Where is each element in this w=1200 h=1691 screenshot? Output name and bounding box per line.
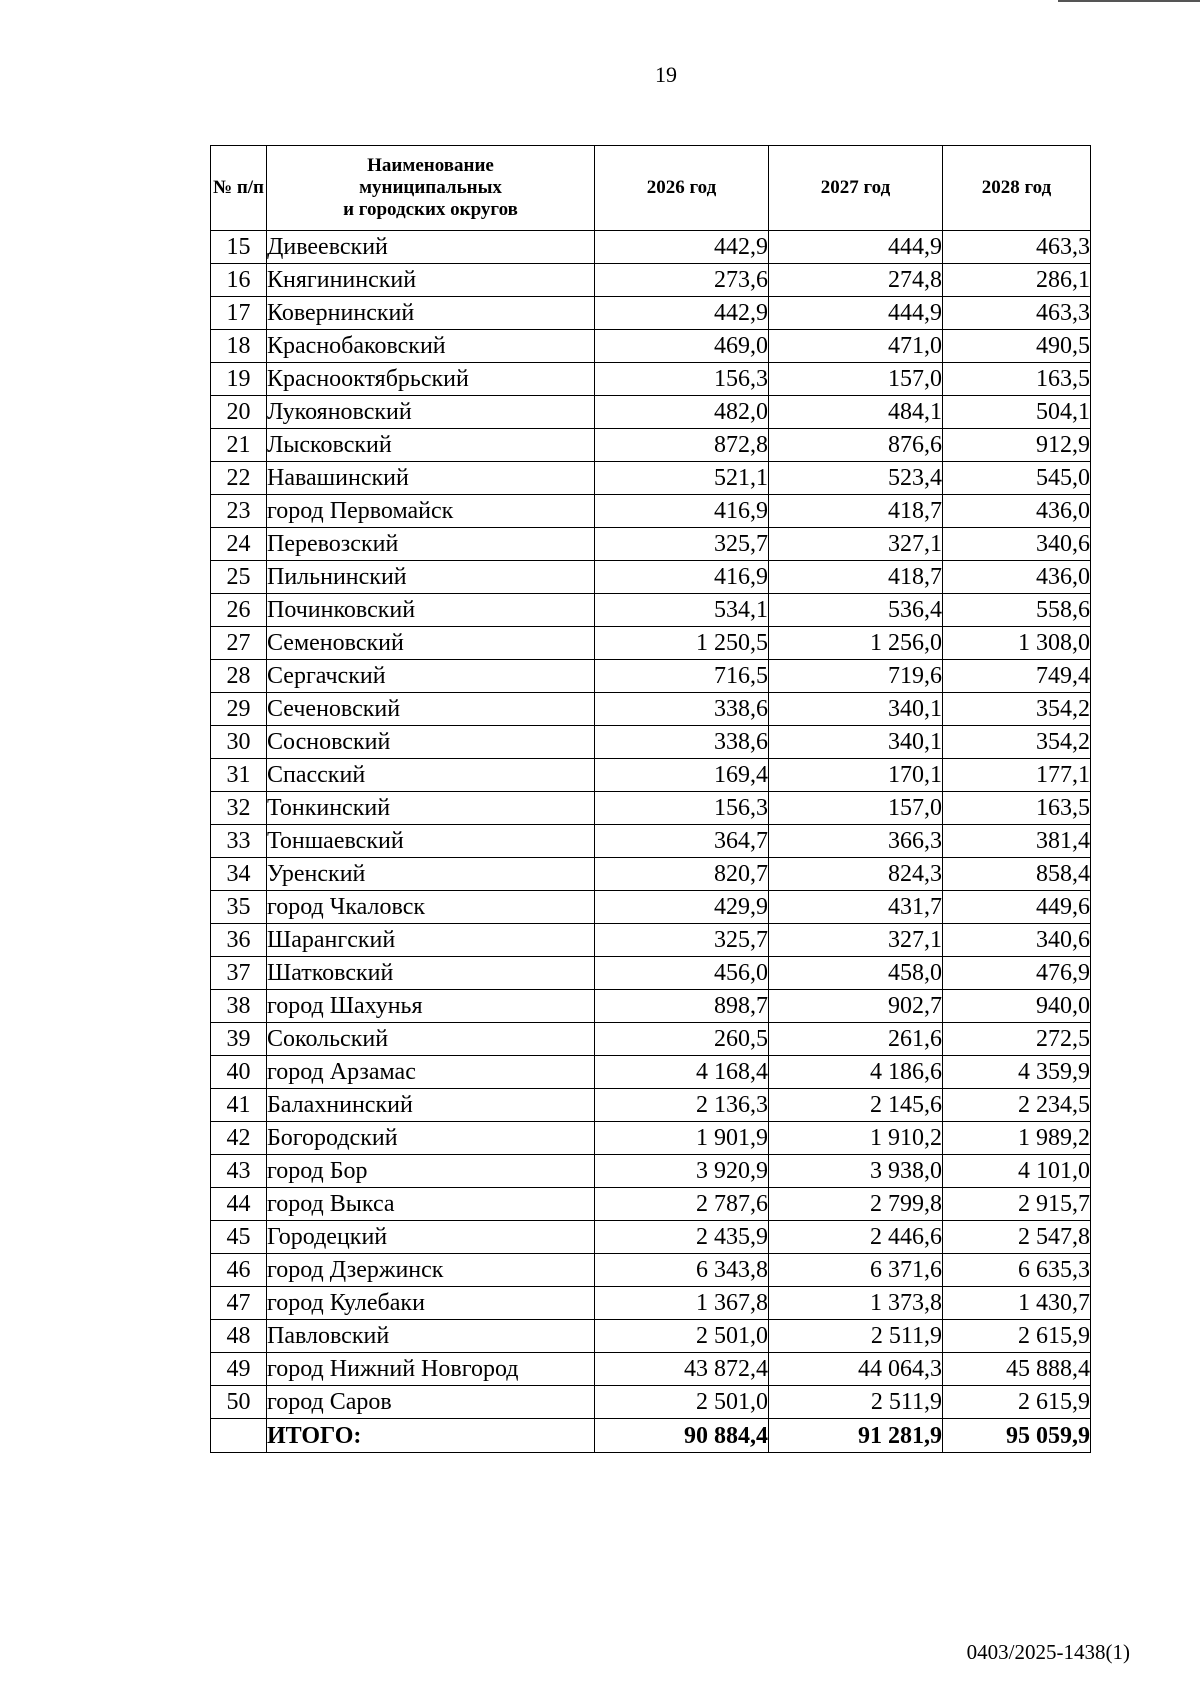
row-2027: 523,4 bbox=[769, 462, 943, 495]
row-2027: 418,7 bbox=[769, 495, 943, 528]
row-2027: 1 373,8 bbox=[769, 1287, 943, 1320]
table-row bbox=[211, 1386, 1091, 1419]
row-number: 23 bbox=[211, 495, 267, 528]
row-2028: 6 635,3 bbox=[943, 1254, 1091, 1287]
row-number: 33 bbox=[211, 825, 267, 858]
row-2026: 416,9 bbox=[595, 495, 769, 528]
page-number: 19 bbox=[655, 62, 677, 87]
row-2026: 338,6 bbox=[595, 693, 769, 726]
row-name: Павловский bbox=[267, 1320, 595, 1353]
row-2028: 2 547,8 bbox=[943, 1221, 1091, 1254]
row-name: Лысковский bbox=[267, 429, 595, 462]
row-2028: 177,1 bbox=[943, 759, 1091, 792]
row-number: 21 bbox=[211, 429, 267, 462]
row-name: Сергачский bbox=[267, 660, 595, 693]
total-row bbox=[211, 1419, 1091, 1453]
row-2028: 340,6 bbox=[943, 924, 1091, 957]
row-number: 40 bbox=[211, 1056, 267, 1089]
row-2027: 902,7 bbox=[769, 990, 943, 1023]
row-2028: 272,5 bbox=[943, 1023, 1091, 1056]
row-number: 27 bbox=[211, 627, 267, 660]
row-name: Перевозский bbox=[267, 528, 595, 561]
row-2027: 418,7 bbox=[769, 561, 943, 594]
row-2027: 366,3 bbox=[769, 825, 943, 858]
table-row bbox=[211, 1122, 1091, 1155]
row-2027: 327,1 bbox=[769, 528, 943, 561]
row-name: Балахнинский bbox=[267, 1089, 595, 1122]
row-number: 26 bbox=[211, 594, 267, 627]
row-2028: 436,0 bbox=[943, 495, 1091, 528]
row-2028: 2 615,9 bbox=[943, 1320, 1091, 1353]
table-row bbox=[211, 1023, 1091, 1056]
row-number: 49 bbox=[211, 1353, 267, 1386]
row-2027: 3 938,0 bbox=[769, 1155, 943, 1188]
table-row bbox=[211, 561, 1091, 594]
top-edge-line bbox=[1058, 0, 1200, 2]
row-2027: 1 910,2 bbox=[769, 1122, 943, 1155]
row-2028: 2 915,7 bbox=[943, 1188, 1091, 1221]
row-name: город Кулебаки bbox=[267, 1287, 595, 1320]
header-name bbox=[267, 146, 595, 231]
row-name: Тоншаевский bbox=[267, 825, 595, 858]
row-2027: 2 511,9 bbox=[769, 1386, 943, 1419]
row-2026: 2 787,6 bbox=[595, 1188, 769, 1221]
header-2026: 2026 год bbox=[595, 146, 769, 231]
row-number: 44 bbox=[211, 1188, 267, 1221]
row-2027: 2 145,6 bbox=[769, 1089, 943, 1122]
table-row bbox=[211, 891, 1091, 924]
row-number: 46 bbox=[211, 1254, 267, 1287]
table-row bbox=[211, 1320, 1091, 1353]
row-2027: 4 186,6 bbox=[769, 1056, 943, 1089]
row-2026: 156,3 bbox=[595, 363, 769, 396]
row-2027: 2 511,9 bbox=[769, 1320, 943, 1353]
table-row bbox=[211, 264, 1091, 297]
table-row bbox=[211, 957, 1091, 990]
row-2028: 436,0 bbox=[943, 561, 1091, 594]
row-2028: 749,4 bbox=[943, 660, 1091, 693]
row-2028: 286,1 bbox=[943, 264, 1091, 297]
row-name: город Первомайск bbox=[267, 495, 595, 528]
row-2026: 1 901,9 bbox=[595, 1122, 769, 1155]
total-2027: 91 281,9 bbox=[769, 1419, 943, 1453]
row-name: Навашинский bbox=[267, 462, 595, 495]
row-2027: 6 371,6 bbox=[769, 1254, 943, 1287]
row-2026: 169,4 bbox=[595, 759, 769, 792]
table-row bbox=[211, 660, 1091, 693]
row-2026: 521,1 bbox=[595, 462, 769, 495]
row-number: 29 bbox=[211, 693, 267, 726]
row-2028: 45 888,4 bbox=[943, 1353, 1091, 1386]
table-footer bbox=[211, 1419, 1091, 1453]
table-row bbox=[211, 693, 1091, 726]
row-name: Богородский bbox=[267, 1122, 595, 1155]
table-row bbox=[211, 528, 1091, 561]
row-2028: 1 308,0 bbox=[943, 627, 1091, 660]
row-2027: 1 256,0 bbox=[769, 627, 943, 660]
row-2026: 716,5 bbox=[595, 660, 769, 693]
row-name: город Шахунья bbox=[267, 990, 595, 1023]
row-number: 39 bbox=[211, 1023, 267, 1056]
row-2026: 2 501,0 bbox=[595, 1320, 769, 1353]
table-header bbox=[211, 146, 1091, 231]
row-2026: 2 501,0 bbox=[595, 1386, 769, 1419]
row-2028: 340,6 bbox=[943, 528, 1091, 561]
row-2027: 444,9 bbox=[769, 231, 943, 264]
row-2026: 456,0 bbox=[595, 957, 769, 990]
row-2026: 325,7 bbox=[595, 924, 769, 957]
row-2026: 442,9 bbox=[595, 297, 769, 330]
row-2028: 2 234,5 bbox=[943, 1089, 1091, 1122]
row-number: 19 bbox=[211, 363, 267, 396]
row-number: 50 bbox=[211, 1386, 267, 1419]
table-row bbox=[211, 858, 1091, 891]
row-name: Городецкий bbox=[267, 1221, 595, 1254]
row-number: 20 bbox=[211, 396, 267, 429]
header-name-line-3: и городских округов bbox=[343, 199, 518, 220]
row-2027: 2 446,6 bbox=[769, 1221, 943, 1254]
row-number: 16 bbox=[211, 264, 267, 297]
header-2028: 2028 год bbox=[943, 146, 1091, 231]
table-row bbox=[211, 825, 1091, 858]
row-2027: 157,0 bbox=[769, 792, 943, 825]
header-number: № п/п bbox=[211, 146, 267, 231]
table-row bbox=[211, 1089, 1091, 1122]
table-row bbox=[211, 396, 1091, 429]
header-name-line-2: муниципальных bbox=[359, 177, 502, 198]
row-2028: 4 359,9 bbox=[943, 1056, 1091, 1089]
row-name: город Саров bbox=[267, 1386, 595, 1419]
row-2026: 6 343,8 bbox=[595, 1254, 769, 1287]
row-name: Ковернинский bbox=[267, 297, 595, 330]
table-row bbox=[211, 330, 1091, 363]
header-2027: 2027 год bbox=[769, 146, 943, 231]
row-2028: 545,0 bbox=[943, 462, 1091, 495]
row-2028: 558,6 bbox=[943, 594, 1091, 627]
row-2026: 429,9 bbox=[595, 891, 769, 924]
row-number: 35 bbox=[211, 891, 267, 924]
table-body bbox=[211, 231, 1091, 1419]
table-row bbox=[211, 1287, 1091, 1320]
row-2027: 471,0 bbox=[769, 330, 943, 363]
table-row bbox=[211, 759, 1091, 792]
row-2026: 338,6 bbox=[595, 726, 769, 759]
row-2028: 463,3 bbox=[943, 231, 1091, 264]
table-row bbox=[211, 627, 1091, 660]
table-row bbox=[211, 1221, 1091, 1254]
row-number: 36 bbox=[211, 924, 267, 957]
row-2028: 354,2 bbox=[943, 693, 1091, 726]
row-name: Тонкинский bbox=[267, 792, 595, 825]
row-2028: 1 430,7 bbox=[943, 1287, 1091, 1320]
row-2027: 340,1 bbox=[769, 726, 943, 759]
row-2027: 824,3 bbox=[769, 858, 943, 891]
row-number: 31 bbox=[211, 759, 267, 792]
table-row bbox=[211, 231, 1091, 264]
row-name: город Арзамас bbox=[267, 1056, 595, 1089]
row-2026: 482,0 bbox=[595, 396, 769, 429]
row-2028: 163,5 bbox=[943, 792, 1091, 825]
row-number: 15 bbox=[211, 231, 267, 264]
row-number: 37 bbox=[211, 957, 267, 990]
row-number: 30 bbox=[211, 726, 267, 759]
row-name: Лукояновский bbox=[267, 396, 595, 429]
row-number: 47 bbox=[211, 1287, 267, 1320]
row-2028: 858,4 bbox=[943, 858, 1091, 891]
document-code: 0403/2025-1438(1) bbox=[966, 1640, 1130, 1664]
row-name: город Бор bbox=[267, 1155, 595, 1188]
row-2028: 2 615,9 bbox=[943, 1386, 1091, 1419]
row-2026: 442,9 bbox=[595, 231, 769, 264]
row-2027: 2 799,8 bbox=[769, 1188, 943, 1221]
table-row bbox=[211, 1056, 1091, 1089]
row-2028: 490,5 bbox=[943, 330, 1091, 363]
row-number: 42 bbox=[211, 1122, 267, 1155]
row-2027: 44 064,3 bbox=[769, 1353, 943, 1386]
row-name: Пильнинский bbox=[267, 561, 595, 594]
row-number: 41 bbox=[211, 1089, 267, 1122]
table-row bbox=[211, 297, 1091, 330]
header-row bbox=[211, 146, 1091, 231]
row-number: 24 bbox=[211, 528, 267, 561]
table-row bbox=[211, 363, 1091, 396]
row-number: 43 bbox=[211, 1155, 267, 1188]
table-row bbox=[211, 1353, 1091, 1386]
row-2026: 273,6 bbox=[595, 264, 769, 297]
row-2028: 912,9 bbox=[943, 429, 1091, 462]
table-row bbox=[211, 429, 1091, 462]
row-name: Дивеевский bbox=[267, 231, 595, 264]
row-2027: 719,6 bbox=[769, 660, 943, 693]
row-2026: 364,7 bbox=[595, 825, 769, 858]
row-name: город Нижний Новгород bbox=[267, 1353, 595, 1386]
total-number-cell bbox=[211, 1419, 267, 1453]
row-2027: 484,1 bbox=[769, 396, 943, 429]
row-name: город Чкаловск bbox=[267, 891, 595, 924]
row-2028: 940,0 bbox=[943, 990, 1091, 1023]
row-name: Семеновский bbox=[267, 627, 595, 660]
row-2028: 381,4 bbox=[943, 825, 1091, 858]
row-number: 17 bbox=[211, 297, 267, 330]
row-2027: 458,0 bbox=[769, 957, 943, 990]
row-number: 48 bbox=[211, 1320, 267, 1353]
table-row bbox=[211, 594, 1091, 627]
row-2027: 327,1 bbox=[769, 924, 943, 957]
row-2028: 354,2 bbox=[943, 726, 1091, 759]
row-name: Краснобаковский bbox=[267, 330, 595, 363]
row-number: 38 bbox=[211, 990, 267, 1023]
table-row bbox=[211, 495, 1091, 528]
total-2026: 90 884,4 bbox=[595, 1419, 769, 1453]
row-2026: 156,3 bbox=[595, 792, 769, 825]
row-2028: 504,1 bbox=[943, 396, 1091, 429]
row-name: Сокольский bbox=[267, 1023, 595, 1056]
row-number: 22 bbox=[211, 462, 267, 495]
row-2026: 416,9 bbox=[595, 561, 769, 594]
row-name: Сосновский bbox=[267, 726, 595, 759]
row-number: 18 bbox=[211, 330, 267, 363]
row-2027: 431,7 bbox=[769, 891, 943, 924]
header-name-line-1: Наименование bbox=[367, 155, 494, 176]
row-2027: 340,1 bbox=[769, 693, 943, 726]
total-2028: 95 059,9 bbox=[943, 1419, 1091, 1453]
row-number: 28 bbox=[211, 660, 267, 693]
row-2026: 1 250,5 bbox=[595, 627, 769, 660]
total-label: ИТОГО: bbox=[267, 1419, 595, 1453]
row-2026: 820,7 bbox=[595, 858, 769, 891]
row-2028: 163,5 bbox=[943, 363, 1091, 396]
row-name: Краснооктябрьский bbox=[267, 363, 595, 396]
row-2026: 3 920,9 bbox=[595, 1155, 769, 1188]
row-name: Спасский bbox=[267, 759, 595, 792]
row-name: город Дзержинск bbox=[267, 1254, 595, 1287]
table-row bbox=[211, 1155, 1091, 1188]
table-row bbox=[211, 990, 1091, 1023]
row-2026: 4 168,4 bbox=[595, 1056, 769, 1089]
row-2027: 261,6 bbox=[769, 1023, 943, 1056]
table-row bbox=[211, 726, 1091, 759]
row-name: Сеченовский bbox=[267, 693, 595, 726]
row-2027: 274,8 bbox=[769, 264, 943, 297]
row-2026: 469,0 bbox=[595, 330, 769, 363]
row-2026: 325,7 bbox=[595, 528, 769, 561]
row-2027: 170,1 bbox=[769, 759, 943, 792]
row-name: Шарангский bbox=[267, 924, 595, 957]
row-name: Шатковский bbox=[267, 957, 595, 990]
row-2026: 872,8 bbox=[595, 429, 769, 462]
row-name: Починковский bbox=[267, 594, 595, 627]
budget-table bbox=[210, 145, 1091, 1453]
row-2026: 1 367,8 bbox=[595, 1287, 769, 1320]
row-2027: 444,9 bbox=[769, 297, 943, 330]
row-2026: 2 435,9 bbox=[595, 1221, 769, 1254]
row-2028: 463,3 bbox=[943, 297, 1091, 330]
table-row bbox=[211, 792, 1091, 825]
row-number: 45 bbox=[211, 1221, 267, 1254]
table-row bbox=[211, 1188, 1091, 1221]
row-2028: 4 101,0 bbox=[943, 1155, 1091, 1188]
row-name: Уренский bbox=[267, 858, 595, 891]
row-2028: 449,6 bbox=[943, 891, 1091, 924]
row-name: город Выкса bbox=[267, 1188, 595, 1221]
row-number: 32 bbox=[211, 792, 267, 825]
row-number: 34 bbox=[211, 858, 267, 891]
row-2027: 157,0 bbox=[769, 363, 943, 396]
table-row bbox=[211, 924, 1091, 957]
row-2027: 536,4 bbox=[769, 594, 943, 627]
row-2026: 260,5 bbox=[595, 1023, 769, 1056]
row-2028: 1 989,2 bbox=[943, 1122, 1091, 1155]
row-2026: 534,1 bbox=[595, 594, 769, 627]
row-name: Княгининский bbox=[267, 264, 595, 297]
table-row bbox=[211, 1254, 1091, 1287]
row-2026: 43 872,4 bbox=[595, 1353, 769, 1386]
row-2026: 898,7 bbox=[595, 990, 769, 1023]
row-number: 25 bbox=[211, 561, 267, 594]
row-2027: 876,6 bbox=[769, 429, 943, 462]
row-2028: 476,9 bbox=[943, 957, 1091, 990]
row-2026: 2 136,3 bbox=[595, 1089, 769, 1122]
table-row bbox=[211, 462, 1091, 495]
